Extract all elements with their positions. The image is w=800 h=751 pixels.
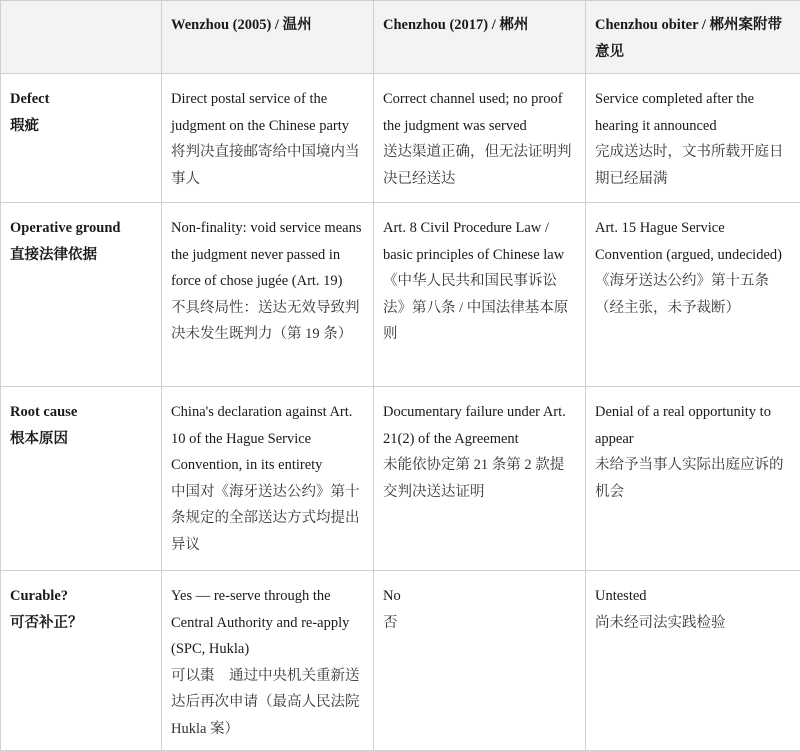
cell-text-zh: 不具终局性：送达无效导致判决未发生既判力（第 19 条） xyxy=(171,295,364,348)
cell-defect-obiter xyxy=(586,74,800,203)
cell-text-en: Correct channel used; no proof the judgment was served xyxy=(383,86,576,139)
header-corner-cell xyxy=(1,1,162,74)
cell-text-en: Untested xyxy=(595,583,791,610)
cell-text-en: Non-finality: void service means the judgment never passed in force of chose jugée (Art. 19) xyxy=(171,215,364,295)
cell-text-zh: 将判决直接邮寄给中国境内当事人 xyxy=(171,139,364,192)
cell-text-zh: 可以棗 通过中央机关重新送达后再次申请（最高人民法院 Hukla 案） xyxy=(171,663,364,743)
cell-text-zh: 未给予当事人实际出庭应诉的机会 xyxy=(595,452,791,505)
header-wenzhou-2005: Wenzhou (2005) / 温州 xyxy=(162,1,374,74)
cell-text-en: Art. 8 Civil Procedure Law / basic principles of Chinese law xyxy=(383,215,576,268)
cell-text-zh: 《中华人民共和国民事诉讼法》第八条 / 中国法律基本原则 xyxy=(383,268,576,348)
cell-root-chenzhou xyxy=(374,387,586,571)
cell-text-en: China's declaration against Art. 10 of the Hague Service Convention, in its entirety xyxy=(171,399,364,479)
cell-text-zh: 完成送达时，文书所载开庭日期已经届满 xyxy=(595,139,791,192)
header-chenzhou-2017: Chenzhou (2017) / 郴州 xyxy=(374,1,586,74)
row-label-en: Curable? xyxy=(10,583,152,610)
cell-ground-chenzhou xyxy=(374,203,586,387)
cell-curable-chenzhou xyxy=(374,571,586,751)
cell-text-en: Documentary failure under Art. 21(2) of the Agreement xyxy=(383,399,576,452)
cell-root-obiter xyxy=(586,387,800,571)
table-row-defect xyxy=(1,74,800,203)
cell-defect-chenzhou xyxy=(374,74,586,203)
row-label-curable xyxy=(1,571,162,751)
row-label-en: Defect xyxy=(10,86,152,113)
cell-text-zh: 否 xyxy=(383,610,576,637)
cell-text-zh: 未能依协定第 21 条第 2 款提交判决送达证明 xyxy=(383,452,576,505)
cell-curable-obiter xyxy=(586,571,800,751)
row-label-zh: 可否补正？ xyxy=(10,610,152,637)
cell-text-en: Service completed after the hearing it announced xyxy=(595,86,791,139)
row-label-zh: 瑕疵 xyxy=(10,113,152,140)
row-label-defect xyxy=(1,74,162,203)
row-label-en: Operative ground xyxy=(10,215,152,242)
cell-text-en: Direct postal service of the judgment on the Chinese party xyxy=(171,86,364,139)
table-row-curable xyxy=(1,571,800,751)
cell-text-en: No xyxy=(383,583,576,610)
row-label-zh: 直接法律依据 xyxy=(10,242,152,269)
cell-text-zh: 中国对《海牙送达公约》第十条规定的全部送达方式均提出异议 xyxy=(171,479,364,559)
cell-ground-wenzhou xyxy=(162,203,374,387)
table-row-operative-ground xyxy=(1,203,800,387)
cell-text-en: Art. 15 Hague Service Convention (argued, undecided) xyxy=(595,215,791,268)
header-chenzhou-obiter: Chenzhou obiter / 郴州案附带意见 xyxy=(586,1,800,74)
cell-defect-wenzhou xyxy=(162,74,374,203)
cell-ground-obiter xyxy=(586,203,800,387)
row-label-operative-ground xyxy=(1,203,162,387)
row-label-root-cause xyxy=(1,387,162,571)
cell-text-zh: 《海牙送达公约》第十五条（经主张，未予裁断） xyxy=(595,268,791,321)
cell-text-zh: 尚未经司法实践检验 xyxy=(595,610,791,637)
row-label-zh: 根本原因 xyxy=(10,426,152,453)
cell-text-en: Yes — re-serve through the Central Authority and re-apply (SPC, Hukla) xyxy=(171,583,364,663)
cell-root-wenzhou xyxy=(162,387,374,571)
cell-text-zh: 送达渠道正确，但无法证明判决已经送达 xyxy=(383,139,576,192)
row-label-en: Root cause xyxy=(10,399,152,426)
header-row xyxy=(1,1,800,74)
table-row-root-cause xyxy=(1,387,800,571)
cell-text-en: Denial of a real opportunity to appear xyxy=(595,399,791,452)
cell-curable-wenzhou xyxy=(162,571,374,751)
